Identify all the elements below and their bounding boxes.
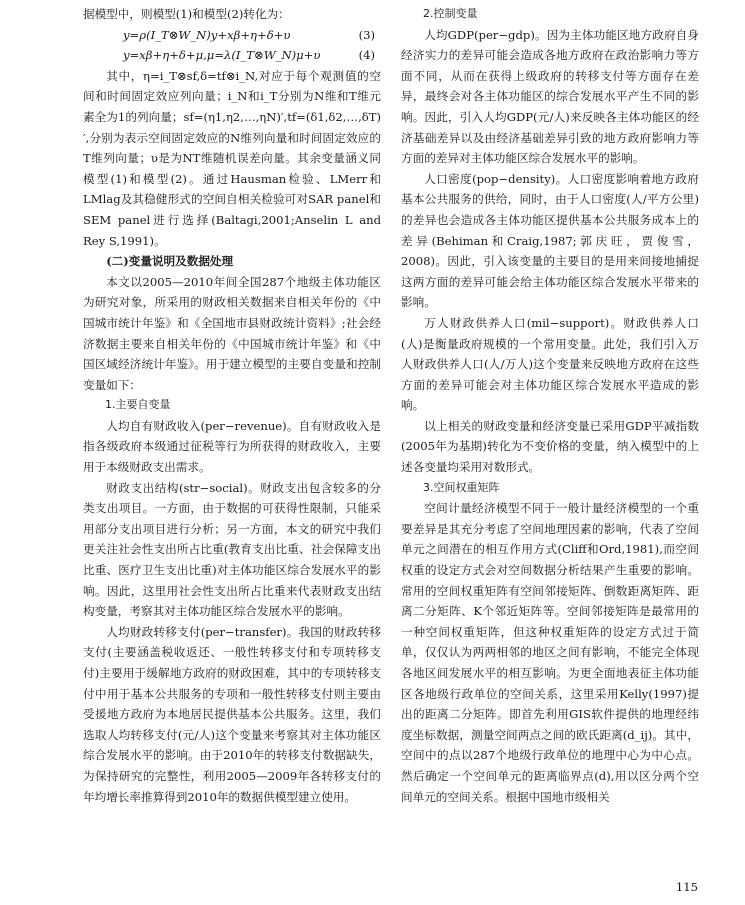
paragraph-mil-support: 万人财政供养人口(mil−support)。财政供养人口(人)是衡量政府规模的一个常用变量。此处，我们引入万人财政供养人口(人/万人)这个变量来反映地方政府在这些方面的差异可能会对主体功能区综合发展水平造成的影响。	[401, 315, 699, 413]
equation-4-number: (4)	[358, 48, 375, 63]
equation-3-number: (3)	[358, 27, 375, 42]
paragraph-per-transfer: 人均财政转移支付(per−transfer)。我国的财政转移支付(主要涵盖税收返还、一般性转移支付和专项转移支付)主要用于缓解地方政府的财政困难，其中的专项转移支付中用于基本公共服务的专项和一般性转移支付则主要由受援地方政府为本地居民提供基本公共服务。这里，我们选取人均转移支付(元/人)这个变量来考察其对主体功能区综合发展水平的影响。由于2010年的转移支付数据缺失，为保持研究的完整性，利用2005—2009年各转移支付的年均增长率推算得到2010年的数据供模型建立使用。	[83, 624, 381, 804]
right-column	[401, 4, 699, 807]
page-number: 115	[675, 880, 698, 894]
paragraph-per-gdp: 人均GDP(per−gdp)。因为主体功能区地方政府自身经济实力的差异可能会造成各地方政府在政治影响力等方面不同，从而在获得上级政府的转移支付等方面存在差异，最终会对各主体功能区的综合发展水平产生不同的影响。因此，引入人均GDP(元/人)来反映各主体功能区的经济基础差异以及由经济基础差异引致的地方政府影响力等方面的差异对主体功能区综合发展水平的影响。	[401, 27, 699, 166]
paragraph-str-social: 财政支出结构(str−social)。财政支出包含较多的分类支出项目。一方面，由于数据的可获得性限制，只能采用部分支出项目进行分析；另一方面，本文的研究中我们更关注社会性支出所占比重(教育支出比重、社会保障支出比重、医疗卫生支出比重)对主体功能区综合发展水平的影响。因此，这里用社会性支出所占比重来代表财政支出结构变量，考察其对主体功能区综合发展水平的影响。	[83, 480, 381, 619]
paragraph-pop-density: 人口密度(pop−density)。人口密度影响着地方政府基本公共服务的供给，同时，由于人口密度(人/平方公里)的差异也会造成各主体功能区提供基本公共服务成本上的差异(Behiman和Craig,1987;郭庆旺，贾俊雪，2008)。因此，引入该变量的主要目的是用来间接地捕捉这两方面的差异可能会给主体功能区综合发展水平带来的影响。	[401, 171, 699, 310]
paragraph-spatial-weights: 空间计量经济模型不同于一般计量经济模型的一个重要差异是其充分考虑了空间地理因素的影响，代表了空间单元之间潜在的相互作用方式(Cliff和Ord,1981),而空间权重的设定方式会对空间数据分析结果产生重要的影响。常用的空间权重矩阵有空间邻接矩阵、倒数距离矩阵、距离二分矩阵、K个邻近矩阵等。空间邻接矩阵是最常用的一种空间权重矩阵，但这种权重矩阵的设定方式过于简单，仅仅认为两两相邻的地区之间有影响，不能完全体现各地区间发展水平的相互影响。为更全面地表征主体功能区各地级行政单位的空间关系，这里采用Kelly(1997)提出的距离二分矩阵。即首先利用GIS软件提供的地理经纬度坐标数据，测量空间两点之间的欧氏距离(d_ij)。其中，空间中的点以287个地级行政单位的地理中心为中心点。然后确定一个空间单元的距离临界点(d),用以区分两个空间单元的空间关系。根据中国地市级相关	[401, 501, 699, 804]
subheading-control-variables: 2.控制变量	[423, 7, 478, 20]
paragraph-model-explanation: 其中，η=i_T⊗sf,δ=tf⊗i_N,对应于每个观测值的空间和时间固定效应列向量；i_N和i_T分别为N维和T维元素全为1的列向量；sf=(η1,η2,…,ηN)′,tf=(δ1,δ2,…,δT)′,分别为表示空间固定效应的N维列向量和时间固定效应的T维列向量；υ是为NT维随机误差向量。其余变量涵义同模型(1)和模型(2)。通过Hausman检验、LMerr和LMlag及其稳健形式的空间自相关检验可对SAR panel和SEM panel进行选择(Baltagi,2001;Anselin L and Rey S,1991)。	[83, 68, 381, 248]
equation-4-formula: y=xβ+η+δ+μ,μ=λ(I_T⊗W_N)μ+υ	[123, 48, 321, 63]
subheading-independent-variables: 1.主要自变量	[105, 398, 171, 412]
paragraph-data-sources: 本文以2005—2010年间全国287个地级主体功能区为研究对象，所采用的财政相关数据来自相关年份的《中国城市统计年鉴》和《全国地市县财政统计资料》;社会经济数据主要来自相关年份的《中国城市统计年鉴》和《中国区域经济统计年鉴》。用于建立模型的主要自变量和控制变量如下：	[83, 274, 381, 392]
section-heading-variables: (二)变量说明及数据处理	[106, 254, 234, 269]
equation-4	[83, 45, 381, 66]
paragraph-deflation: 以上相关的财政变量和经济变量已采用GDP平减指数(2005年为基期)转化为不变价格的变量，纳入模型中的上述各变量均采用对数形式。	[401, 418, 699, 475]
equation-3-formula: y=ρ(I_T⊗W_N)y+xβ+η+δ+υ	[123, 27, 291, 42]
left-intro: 据模型中，则模型(1)和模型(2)转化为：	[83, 7, 290, 21]
paragraph-per-revenue: 人均自有财政收入(per−revenue)。自有财政收入是指各级政府本级通过征税等行为所获得的财政收入，主要用于本级财政支出需求。	[83, 418, 381, 475]
left-column	[83, 4, 381, 807]
subheading-spatial-weight-matrix: 3.空间权重矩阵	[423, 480, 500, 494]
equation-3	[83, 25, 381, 46]
